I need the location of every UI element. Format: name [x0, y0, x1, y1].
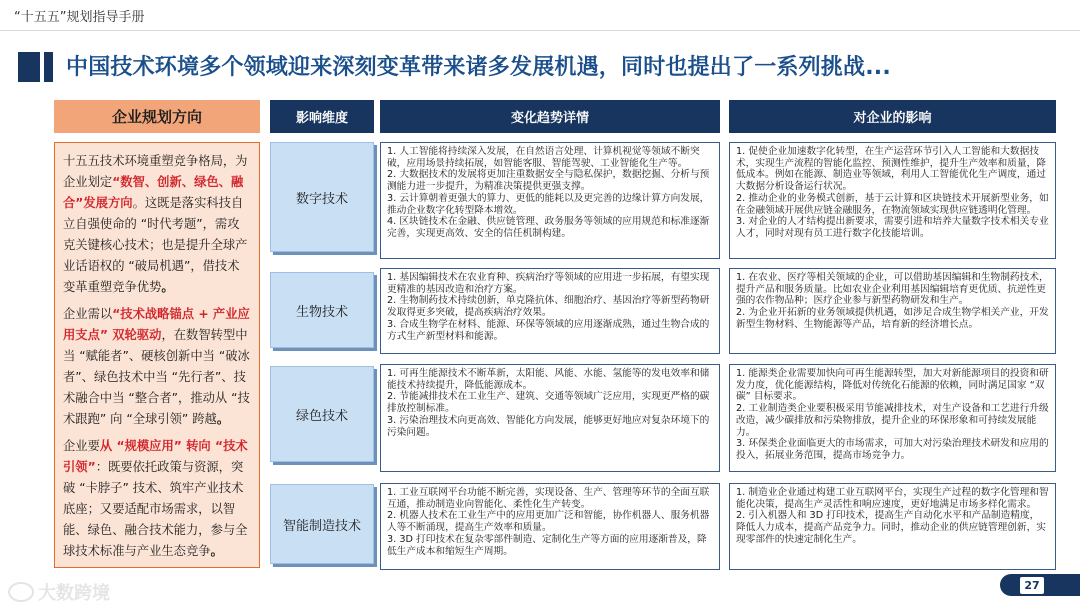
dimension-digital: 数字技术	[270, 142, 374, 252]
impact-item: 2. 推动企业的业务模式创新，基于云计算和区块链技术开展新型业务，如在金融领域开展供应链金融服务，在物流领域实现供应链透明化管理。	[736, 192, 1049, 216]
trend-item: 3. 3D 打印技术在复杂零部件制造、定制化生产等方面的应用逐渐普及，降低生产成本和缩短生产周期。	[387, 533, 707, 557]
document-header: “十五五”规划指导手册	[14, 10, 145, 25]
impact-cell-biotech	[729, 268, 1056, 354]
trend-item: 2. 节能减排技术在工业生产、建筑、交通等领域广泛应用，实现更严格的碳排放控制标准。	[387, 391, 710, 415]
left-p3-end: 。	[210, 544, 223, 558]
trend-item: 1. 可再生能源技术不断革新，太阳能、风能、水能、氢能等的发电效率和储能技术持续提升，降低能源成本。	[387, 368, 710, 391]
left-paragraph-2	[63, 304, 251, 430]
dimension-smart-manufacturing: 智能制造技术	[270, 484, 374, 564]
impact-cell-smart-manufacturing	[729, 483, 1056, 570]
impact-item: 2. 引入机器人和 3D 打印技术，提高生产自动化水平和产品制造精度，降低人力成本，提高产品竞争力。同时，推动企业的供应链管理创新，实现零部件的快速定制化生产。	[736, 510, 1046, 545]
impact-item: 1. 在农业、医疗等相关领域的企业，可以借助基因编辑和生物制药技术，提升产品和服务质量。比如农业企业利用基因编辑培育更优质、抗逆性更强的农作物品种；医疗企业参与新型药物研发和生产。	[736, 272, 1049, 307]
impact-item: 1. 制造业企业通过构建工业互联网平台，实现生产过程的数字化管理和智能化决策，提高生产灵活性和响应速度，更好地满足市场多样化需求。	[736, 487, 1049, 510]
impact-item: 1. 促使企业加速数字化转型，在生产运营环节引入人工智能和大数据技术，实现生产流程的智能化监控、预测性维护，提升生产效率和质量，降低成本。例如在能源、制造业等领域，利用人工智能优化生产调度，通过大数据分析设备运行状况。	[736, 146, 1046, 193]
column-header-trend: 变化趋势详情	[380, 100, 720, 133]
left-p3-text-2: ：既要依托政策与资源，突破 “卡脖子” 技术、筑牢产业技术底座；又要适配市场需求，以智能、绿色、融合技术能力，参与全球技术标准与产业生态竞争	[63, 460, 248, 558]
left-paragraph-1	[63, 151, 251, 298]
trend-item: 3. 污染治理技术向更高效、智能化方向发展，能够更好地应对复杂环境下的污染问题。	[387, 414, 710, 438]
column-header-dimension: 影响维度	[270, 100, 374, 133]
watermark-logo-icon	[8, 582, 34, 602]
left-p1-text: 十五五技术环境重塑竞争格局，为企业划定	[63, 154, 248, 189]
impact-item: 2. 工业制造类企业要积极采用节能减排技术，对生产设备和工艺进行升级改造，减少碳排放和污染物排放，提升企业的环保形象和可持续发展能力。	[736, 403, 1049, 438]
column-header-impact: 对企业的影响	[729, 100, 1056, 133]
trend-item: 3. 合成生物学在材料、能源、环保等领域的应用逐渐成熟，通过生物合成的方式生产新型材料和能源。	[387, 318, 710, 342]
watermark	[8, 579, 110, 605]
trend-item: 2. 大数据技术的发展将更加注重数据安全与隐私保护，数据挖掘、分析与预测能力进一步提升，为精准决策提供更强支撑。	[387, 169, 710, 193]
impact-item: 2. 为企业开拓新的业务领域提供机遇，如涉足合成生物学相关产业，开发新型生物材料、生物能源等产品，培育新的经济增长点。	[736, 307, 1049, 330]
impact-item: 1. 能源类企业需要加快向可再生能源转型，加大对新能源项目的投资和研发力度，优化能源结构，降低对传统化石能源的依赖，同时满足国家 “双碳” 目标要求。	[736, 368, 1049, 403]
left-p2-text: 企业需以	[63, 307, 113, 321]
left-panel-heading: 企业规划方向	[54, 100, 260, 133]
trend-item: 2. 机器人技术在工业生产中的应用更加广泛和智能，协作机器人、服务机器人等不断涌现，提高生产效率和质量。	[387, 510, 710, 534]
title-mark-small	[44, 52, 53, 82]
trend-cell-biotech	[380, 268, 720, 354]
watermark-text: 大数跨境	[38, 583, 110, 604]
impact-cell-green	[729, 364, 1056, 472]
trend-item: 1. 基因编辑技术在农业育种、疾病治疗等领域的应用进一步拓展，有望实现更精准的基因改造和治疗方案。	[387, 272, 710, 295]
title-mark-large	[18, 52, 40, 82]
trend-item: 4. 区块链技术在金融、供应链管理、政务服务等领域的应用规范和标准逐渐完善，实现更高效、安全的信任机制构建。	[387, 216, 710, 239]
left-paragraph-3	[63, 436, 251, 562]
left-p1-highlight: “数智、创新、绿色、融合”发展方向	[63, 175, 244, 210]
left-p2-end: 。	[216, 412, 230, 426]
left-p3-text: 企业要	[63, 439, 100, 453]
impact-item: 3. 对企业的人才结构提出新要求，需要引进和培养大量数字技术相关专业人才，同时对现有员工进行数字化技能培训。	[736, 216, 1049, 239]
left-p2-text-2: ，在数智转型中当 “赋能者”、硬核创新中当 “破冰者”、绿色技术中当 “先行者”、技术融合中当 “整合者”，推动从 “技术跟跑” 向 “全球引领” 跨越	[63, 328, 250, 426]
page-number: 27	[1020, 577, 1044, 594]
left-p1-text-2: 。这既是落实科技自立自强使命的 “时代考题”，需攻克关键核心技术；也是提升全球产业话语权的 “破局机遇”，借技术变革重塑竞争优势	[63, 196, 248, 294]
impact-cell-digital	[729, 142, 1056, 259]
trend-item: 1. 工业互联网平台功能不断完善，实现设备、生产、管理等环节的全面互联互通，推动制造业向智能化、柔性化生产转变。	[387, 487, 710, 510]
dimension-biotech: 生物技术	[270, 272, 374, 348]
trend-item: 2. 生物制药技术持续创新，单克隆抗体、细胞治疗、基因治疗等新型药物研发取得更多突破，提高疾病治疗效果。	[387, 295, 710, 319]
header-divider	[0, 30, 1080, 31]
trend-cell-green	[380, 364, 720, 472]
left-panel	[54, 142, 260, 568]
trend-item: 3. 云计算朝着更强大的算力、更低的能耗以及更完善的边缘计算方向发展，推动企业数字化转型降本增效。	[387, 192, 710, 216]
trend-cell-smart-manufacturing	[380, 483, 720, 570]
left-p1-end: 。	[161, 280, 174, 294]
impact-item: 3. 环保类企业面临更大的市场需求，可加大对污染治理技术研发和应用的投入，拓展业务范围，提高市场竞争力。	[736, 438, 1049, 461]
dimension-green: 绿色技术	[270, 366, 374, 462]
left-p2-highlight: “技术战略锚点 + 产业应用支点” 双轮驱动	[63, 307, 250, 342]
trend-cell-digital	[380, 142, 720, 259]
slide-title: 中国技术环境多个领域迎来深刻变革带来诸多发展机遇，同时也提出了一系列挑战...	[66, 55, 891, 80]
trend-item: 1. 人工智能将持续深入发展，在自然语言处理、计算机视觉等领域不断突破，应用场景持续拓展，如智能客服、智能驾驶、工业智能化生产等。	[387, 146, 700, 169]
left-p3-highlight: 从 “规模应用” 转向 “技术引领”	[63, 439, 248, 474]
